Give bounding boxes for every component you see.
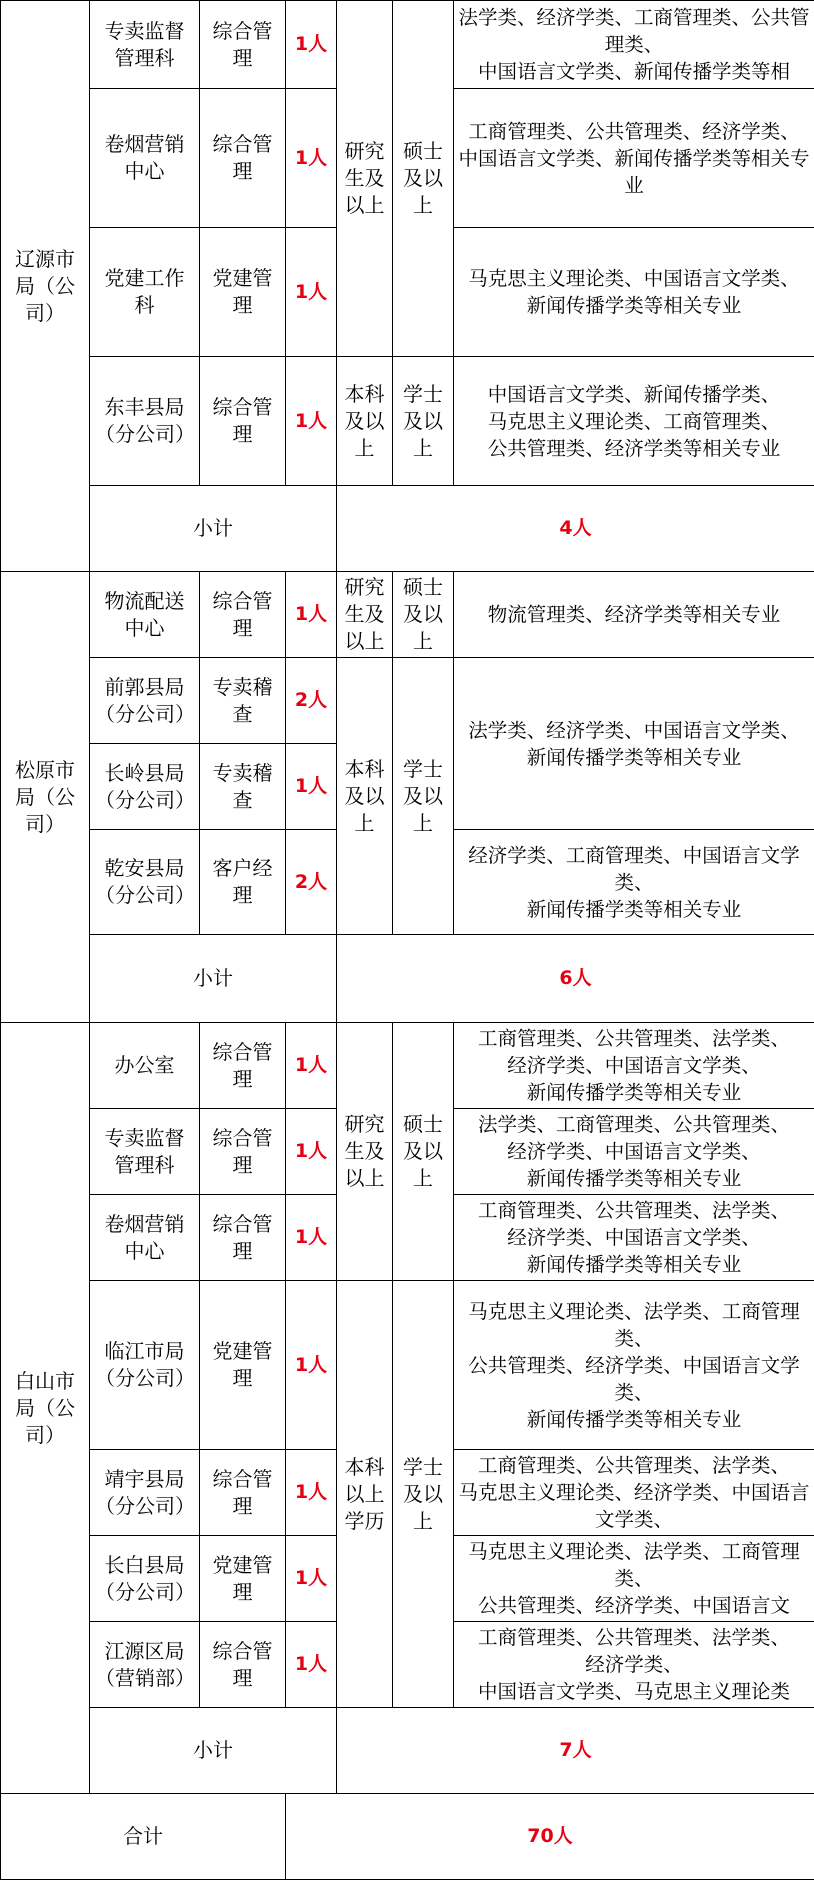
unit-cell: 临江市局（分公司） <box>90 1281 200 1450</box>
major-cell: 法学类、经济学类、工商管理类、公共管理类、 中国语言文学类、新闻传播学类等相 <box>454 1 814 89</box>
count-cell: 1人 <box>286 1450 337 1536</box>
major-cell: 工商管理类、公共管理类、法学类、 经济学类、中国语言文学类、 新闻传播学类等相关专业 <box>454 1023 814 1109</box>
education-cell: 研究生及以上 <box>337 572 393 658</box>
major-cell: 工商管理类、公共管理类、法学类、 经济学类、中国语言文学类、 新闻传播学类等相关专业 <box>454 1195 814 1281</box>
degree-cell: 硕士及以上 <box>393 572 454 658</box>
unit-cell: 专卖监督管理科 <box>90 1 200 89</box>
post-cell: 综合管理 <box>200 1195 286 1281</box>
unit-cell: 党建工作科 <box>90 228 200 357</box>
count-cell: 1人 <box>286 1622 337 1708</box>
unit-cell: 专卖监督管理科 <box>90 1109 200 1195</box>
post-cell: 党建管理 <box>200 1281 286 1450</box>
unit-cell: 东丰县局（分公司） <box>90 357 200 486</box>
subtotal-value: 4人 <box>337 486 814 572</box>
count-cell: 1人 <box>286 228 337 357</box>
education-cell: 研究生及以上 <box>337 1023 393 1281</box>
post-cell: 综合管理 <box>200 1 286 89</box>
post-cell: 党建管理 <box>200 1536 286 1622</box>
post-cell: 党建管理 <box>200 228 286 357</box>
degree-cell: 学士及以上 <box>393 1281 454 1708</box>
post-cell: 综合管理 <box>200 357 286 486</box>
count-cell: 1人 <box>286 572 337 658</box>
major-cell: 中国语言文学类、新闻传播学类、 马克思主义理论类、工商管理类、 公共管理类、经济学类等相关专业 <box>454 357 814 486</box>
subtotal-label: 小计 <box>90 935 337 1023</box>
major-cell: 法学类、工商管理类、公共管理类、 经济学类、中国语言文学类、 新闻传播学类等相关专业 <box>454 1109 814 1195</box>
degree-cell: 硕士及以上 <box>393 1023 454 1281</box>
subtotal-value: 7人 <box>337 1708 814 1794</box>
count-cell: 1人 <box>286 1536 337 1622</box>
subtotal-label: 小计 <box>90 486 337 572</box>
post-cell: 综合管理 <box>200 1450 286 1536</box>
city-cell: 白山市局（公司） <box>1 1023 90 1794</box>
major-cell: 物流管理类、经济学类等相关专业 <box>454 572 814 658</box>
subtotal-label: 小计 <box>90 1708 337 1794</box>
count-cell: 1人 <box>286 357 337 486</box>
post-cell: 综合管理 <box>200 1622 286 1708</box>
major-cell: 工商管理类、公共管理类、法学类、 马克思主义理论类、经济学类、中国语言文学类、 <box>454 1450 814 1536</box>
major-cell: 马克思主义理论类、中国语言文学类、 新闻传播学类等相关专业 <box>454 228 814 357</box>
city-cell: 松原市局（公司） <box>1 572 90 1023</box>
count-cell: 2人 <box>286 830 337 935</box>
post-cell: 综合管理 <box>200 1023 286 1109</box>
unit-cell: 办公室 <box>90 1023 200 1109</box>
unit-cell: 卷烟营销中心 <box>90 89 200 228</box>
education-cell: 本科以上学历 <box>337 1281 393 1708</box>
unit-cell: 乾安县局（分公司） <box>90 830 200 935</box>
unit-cell: 前郭县局（分公司） <box>90 658 200 744</box>
major-cell: 马克思主义理论类、法学类、工商管理类、 公共管理类、经济学类、中国语言文 <box>454 1536 814 1622</box>
count-cell: 1人 <box>286 1195 337 1281</box>
major-cell: 工商管理类、公共管理类、法学类、 经济学类、 中国语言文学类、马克思主义理论类 <box>454 1622 814 1708</box>
city-cell: 辽源市局（公司） <box>1 1 90 572</box>
post-cell: 综合管理 <box>200 1109 286 1195</box>
count-cell: 1人 <box>286 1023 337 1109</box>
unit-cell: 物流配送中心 <box>90 572 200 658</box>
post-cell: 客户经理 <box>200 830 286 935</box>
count-cell: 1人 <box>286 1281 337 1450</box>
degree-cell: 硕士及以上 <box>393 1 454 357</box>
unit-cell: 靖宇县局（分公司） <box>90 1450 200 1536</box>
count-cell: 2人 <box>286 658 337 744</box>
education-cell: 本科及以上 <box>337 658 393 935</box>
major-cell: 马克思主义理论类、法学类、工商管理类、 公共管理类、经济学类、中国语言文学类、 新闻传播学类等相关专业 <box>454 1281 814 1450</box>
post-cell: 专卖稽查 <box>200 744 286 830</box>
major-cell: 法学类、经济学类、中国语言文学类、 新闻传播学类等相关专业 <box>454 658 814 830</box>
education-cell: 研究生及以上 <box>337 1 393 357</box>
count-cell: 1人 <box>286 1 337 89</box>
degree-cell: 学士及以上 <box>393 658 454 935</box>
education-cell: 本科及以上 <box>337 357 393 486</box>
unit-cell: 江源区局（营销部） <box>90 1622 200 1708</box>
post-cell: 综合管理 <box>200 89 286 228</box>
unit-cell: 卷烟营销中心 <box>90 1195 200 1281</box>
major-cell: 工商管理类、公共管理类、经济学类、 中国语言文学类、新闻传播学类等相关专业 <box>454 89 814 228</box>
total-value: 70人 <box>286 1794 814 1880</box>
count-cell: 1人 <box>286 1109 337 1195</box>
unit-cell: 长白县局（分公司） <box>90 1536 200 1622</box>
post-cell: 综合管理 <box>200 572 286 658</box>
count-cell: 1人 <box>286 89 337 228</box>
unit-cell: 长岭县局（分公司） <box>90 744 200 830</box>
major-cell: 经济学类、工商管理类、中国语言文学类、 新闻传播学类等相关专业 <box>454 830 814 935</box>
total-label: 合计 <box>1 1794 286 1880</box>
degree-cell: 学士及以上 <box>393 357 454 486</box>
subtotal-value: 6人 <box>337 935 814 1023</box>
post-cell: 专卖稽查 <box>200 658 286 744</box>
count-cell: 1人 <box>286 744 337 830</box>
